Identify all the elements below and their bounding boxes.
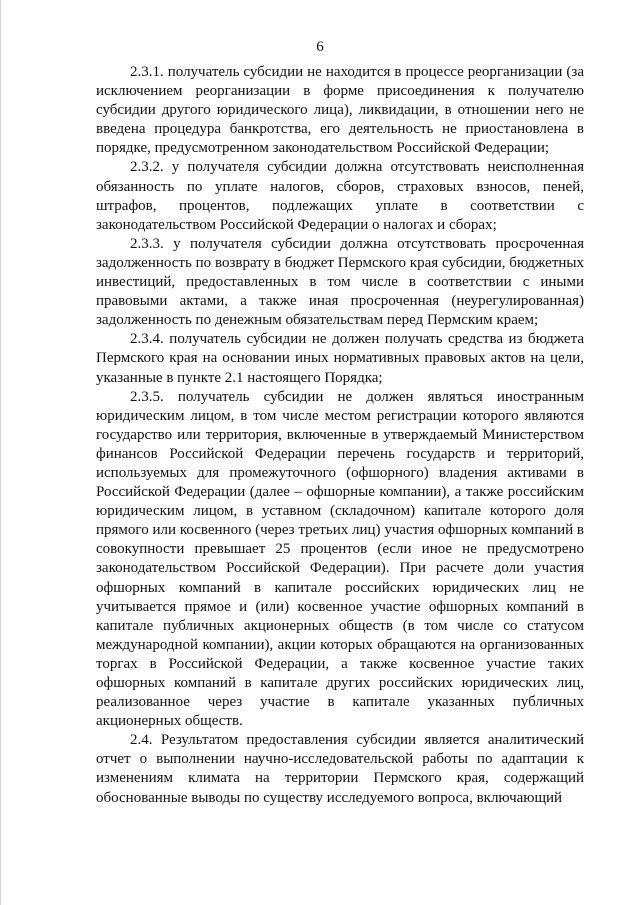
paragraph-2-4: 2.4. Результатом предоставления субсидии является аналитический отчет о выполнении научно-исследовательской работы по адаптации к изменениям климата на территории Пермского края, содержащий обоснованные выводы по существу исследуемого вопроса, включающий: [96, 732, 584, 806]
page-edge: [0, 0, 1, 905]
page-number: 6: [316, 39, 324, 55]
paragraph-2-3-1: 2.3.1. получатель субсидии не находится в процессе реорганизации (за исключением реорганизации в форме присоединения к получателю субсидии другого юридического лица), ликвидации, в отношении него не введена процедура банкротства, его деятельность не приостановлена в порядке, предусмотренном законодательством Российской Федерации;: [96, 64, 584, 157]
paragraph-2-3-5: 2.3.5. получатель субсидии не должен являться иностранным юридическим лицом, в том числе местом регистрации которого являются государство или территория, включенные в утверждаемый Министерством финансов Российской Федерации перечень государств и территорий, используемых для промежуточного (офшорного) владения активами в Российской Федерации (далее – офшорные компании), а также российским юридическим лицом, в уставном (складочном) капитале которого доля прямого или косвенного (через третьих лиц) участия офшорных компаний в совокупности превышает 25 процентов (если иное не предусмотрено законодательством Российской Федерации). При расчете доли участия офшорных компаний в капитале российских юридических лиц не учитывается прямое и (или) косвенное участие офшорных компаний в капитале публичных акционерных обществ (в том числе со статусом международной компании), акции которых обращаются на организованных торгах в Российской Федерации, а также косвенное участие таких офшорных компаний в капитале других российских юридических лиц, реализованное через участие в капитале указанных публичных акционерных обществ.: [96, 388, 584, 730]
paragraph-2-3-2: 2.3.2. у получателя субсидии должна отсутствовать неисполненная обязанность по уплате налогов, сборов, страховых взносов, пеней, штрафов, процентов, подлежащих уплате в соответствии с законодательством Российской Федерации о налогах и сборах;: [96, 159, 584, 233]
paragraph-2-3-3: 2.3.3. у получателя субсидии должна отсутствовать просроченная задолженность по возврату в бюджет Пермского края субсидии, бюджетных инвестиций, предоставленных в том числе в соответствии с иными правовыми актами, а также иная просроченная (неурегулированная) задолженность по денежным обязательствам перед Пермским краем;: [96, 235, 584, 329]
document-body: [96, 63, 584, 808]
paragraph-2-3-4: 2.3.4. получатель субсидии не должен получать средства из бюджета Пермского края на основании иных нормативных правовых актов на цели, указанные в пункте 2.1 настоящего Порядка;: [96, 331, 584, 386]
